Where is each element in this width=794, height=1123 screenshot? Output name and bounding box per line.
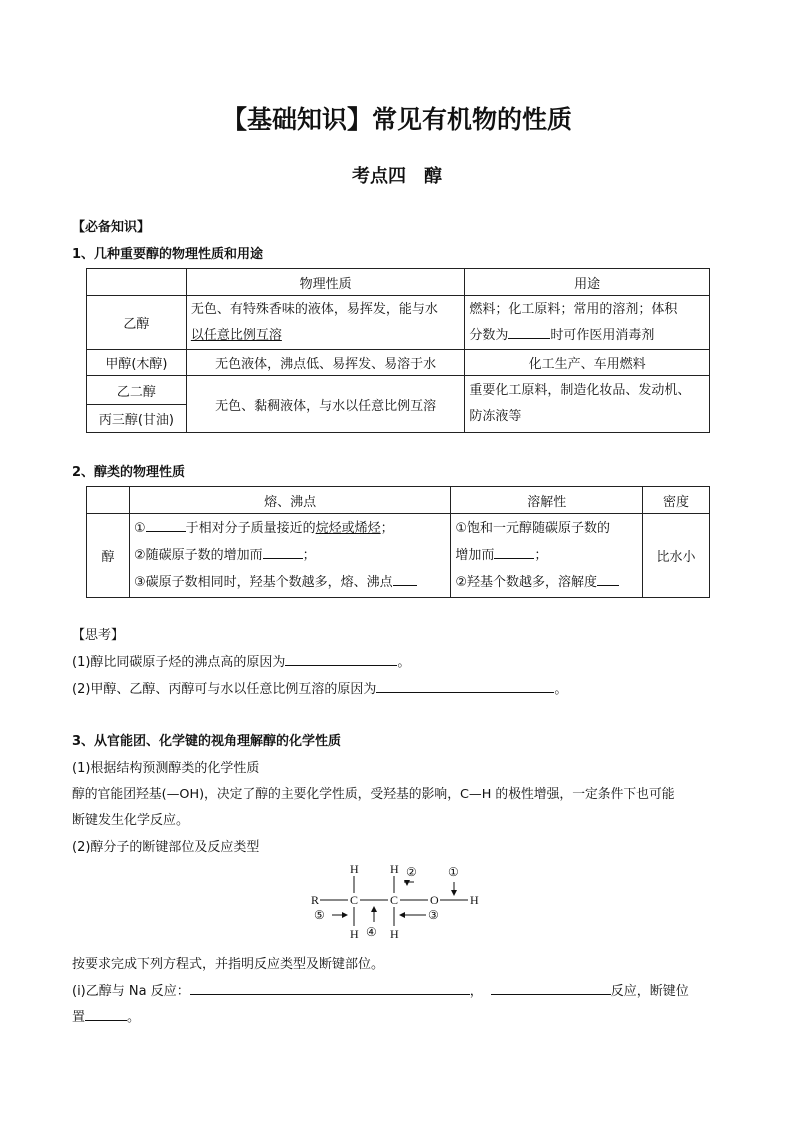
bp2-end: ； [302,548,316,563]
row-methanol-physical: 无色液体，沸点低、易挥发、易溶于水 [186,350,465,376]
section-3-sub1: (1)根据结构预测醇类的化学性质 [72,761,260,776]
diagram-r: R [311,893,320,907]
think-q2 [72,678,567,697]
bp1-underlined: 烷烃或烯烃 [315,521,381,536]
sol2-end: ； [534,548,548,563]
ethanol-fraction-blank[interactable] [508,326,550,339]
bp-line1 [134,515,446,542]
bp1-blank[interactable] [146,519,186,532]
question-i-mid: ， [469,984,483,999]
think-label: 【思考】 [72,628,125,643]
ethanol-use-post: 时可作医用消毒剂 [550,327,655,343]
bp1-pre: ① [133,521,146,536]
think-q1-blank[interactable] [285,653,397,666]
question-i-equation-blank[interactable] [190,982,470,995]
ethanol-use-line1: 燃料；化工原料；常用的溶剂；体积 [469,301,678,317]
bp-line3 [134,569,446,596]
table2-row-label: 醇 [87,514,130,598]
row-glycerol-name: 丙三醇(甘油) [87,405,187,433]
shared-use-line2: 防冻液等 [469,409,522,424]
question-i-pre: (ⅰ)乙醇与 Na 反应： [72,984,190,999]
bp-line2 [134,542,446,569]
section-2-heading: 2、醇类的物理性质 [72,465,186,480]
think-q1 [72,651,410,670]
question-i-line2-end: 。 [127,1010,141,1025]
diagram-mark-5: ⑤ [314,908,325,922]
row-glycol-glycerol-use [465,376,710,433]
bp2-blank[interactable] [263,546,303,559]
alcohol-physical-table [86,486,710,598]
section-3-heading: 3、从官能团、化学键的视角理解醇的化学性质 [72,734,342,749]
row-ethanol-name: 乙醇 [87,296,187,350]
diagram-o: O [430,893,439,907]
table2-header-solubility: 溶解性 [451,487,643,514]
table1-header-use: 用途 [465,269,710,296]
sol3-pre: ②羟基个数越多，溶解度 [455,575,598,590]
diagram-h-bottom2: H [390,927,399,941]
section-3-instruction: 按要求完成下列方程式，并指明反应类型及断键部位。 [72,957,385,972]
think-q2-end: 。 [554,682,568,697]
row-glycol-name: 乙二醇 [87,376,187,405]
table2-header-bp: 熔、沸点 [129,487,450,514]
row-glycol-glycerol-physical: 无色、黏稠液体，与水以任意比例互溶 [186,376,465,433]
bp3-blank[interactable] [393,573,417,586]
diagram-h-oh: H [470,893,479,907]
page-title: 【基础知识】常见有机物的性质 [221,105,572,134]
diagram-mark-1: ① [448,865,459,879]
row-methanol-use: 化工生产、车用燃料 [465,350,710,376]
section-3-sub2: (2)醇分子的断键部位及反应类型 [72,840,260,855]
ethanol-use-line2 [469,323,705,349]
bp1-end: ； [380,521,394,536]
row-methanol-name: 甲醇(木醇) [87,350,187,376]
section-1-heading: 1、几种重要醇的物理性质和用途 [72,247,264,262]
section-3-para2: 断键发生化学反应。 [72,813,190,828]
diagram-c2: C [390,893,399,907]
think-q1-end: 。 [397,655,411,670]
table2-solubility-cell [451,514,643,598]
question-i-line2-pre: 置 [72,1010,86,1025]
think-q1-text: (1)醇比同碳原子烃的沸点高的原因为 [72,655,286,670]
section-3-para1: 醇的官能团羟基(—OH)，决定了醇的主要化学性质，受羟基的影响，C—H 的极性增强，一定条件下也可能 [72,787,675,802]
table1-header-physical: 物理性质 [186,269,465,296]
table2-corner [87,487,130,514]
question-i-position-blank[interactable] [85,1008,127,1021]
shared-use-line1: 重要化工原料，制造化妆品、发动机、 [469,383,691,398]
think-q2-blank[interactable] [376,680,554,693]
ethanol-phys-line2: 以任意比例互溶 [190,327,282,343]
ethanol-phys-line1: 无色、有特殊香味的液体，易挥发，能与水 [190,301,438,317]
table2-density-cell: 比水小 [643,514,710,598]
sol3-blank[interactable] [597,573,619,586]
table1-corner [87,269,187,296]
section-label: 【必备知识】 [72,220,151,235]
table2-header-density: 密度 [643,487,710,514]
sol-line2 [455,542,638,569]
question-i-line2 [72,1006,140,1025]
diagram-h-bottom1: H [350,927,359,941]
question-i-type-blank[interactable] [491,982,611,995]
sol2-blank[interactable] [494,546,534,559]
bp3-pre: ③碳原子数相同时，羟基个数越多，熔、沸点 [133,575,393,590]
alcohol-uses-table [86,268,710,433]
table2-bp-cell [129,514,450,598]
bp1-post: 于相对分子质量接近的 [185,521,316,536]
sol-line1: ①饱和一元醇随碳原子数的 [455,521,611,536]
diagram-mark-2: ② [406,865,417,879]
ethanol-use-pre: 分数为 [469,327,509,343]
sol2-pre: 增加而 [455,548,495,563]
alcohol-bond-diagram [300,858,500,944]
row-ethanol-physical [186,296,465,350]
page-subtitle: 考点四 醇 [352,166,442,187]
bp2-pre: ②随碳原子数的增加而 [133,548,263,563]
think-q2-text: (2)甲醇、乙醇、丙醇可与水以任意比例互溶的原因为 [72,682,377,697]
diagram-mark-4: ④ [366,925,377,939]
diagram-mark-3: ③ [428,908,439,922]
diagram-h-top1: H [350,862,359,876]
row-ethanol-use [465,296,710,350]
diagram-h-top2: H [390,862,399,876]
question-i-post: 反应，断键位 [610,984,689,999]
diagram-c1: C [350,893,359,907]
sol-line3 [455,569,638,596]
question-i-line1 [72,980,689,999]
